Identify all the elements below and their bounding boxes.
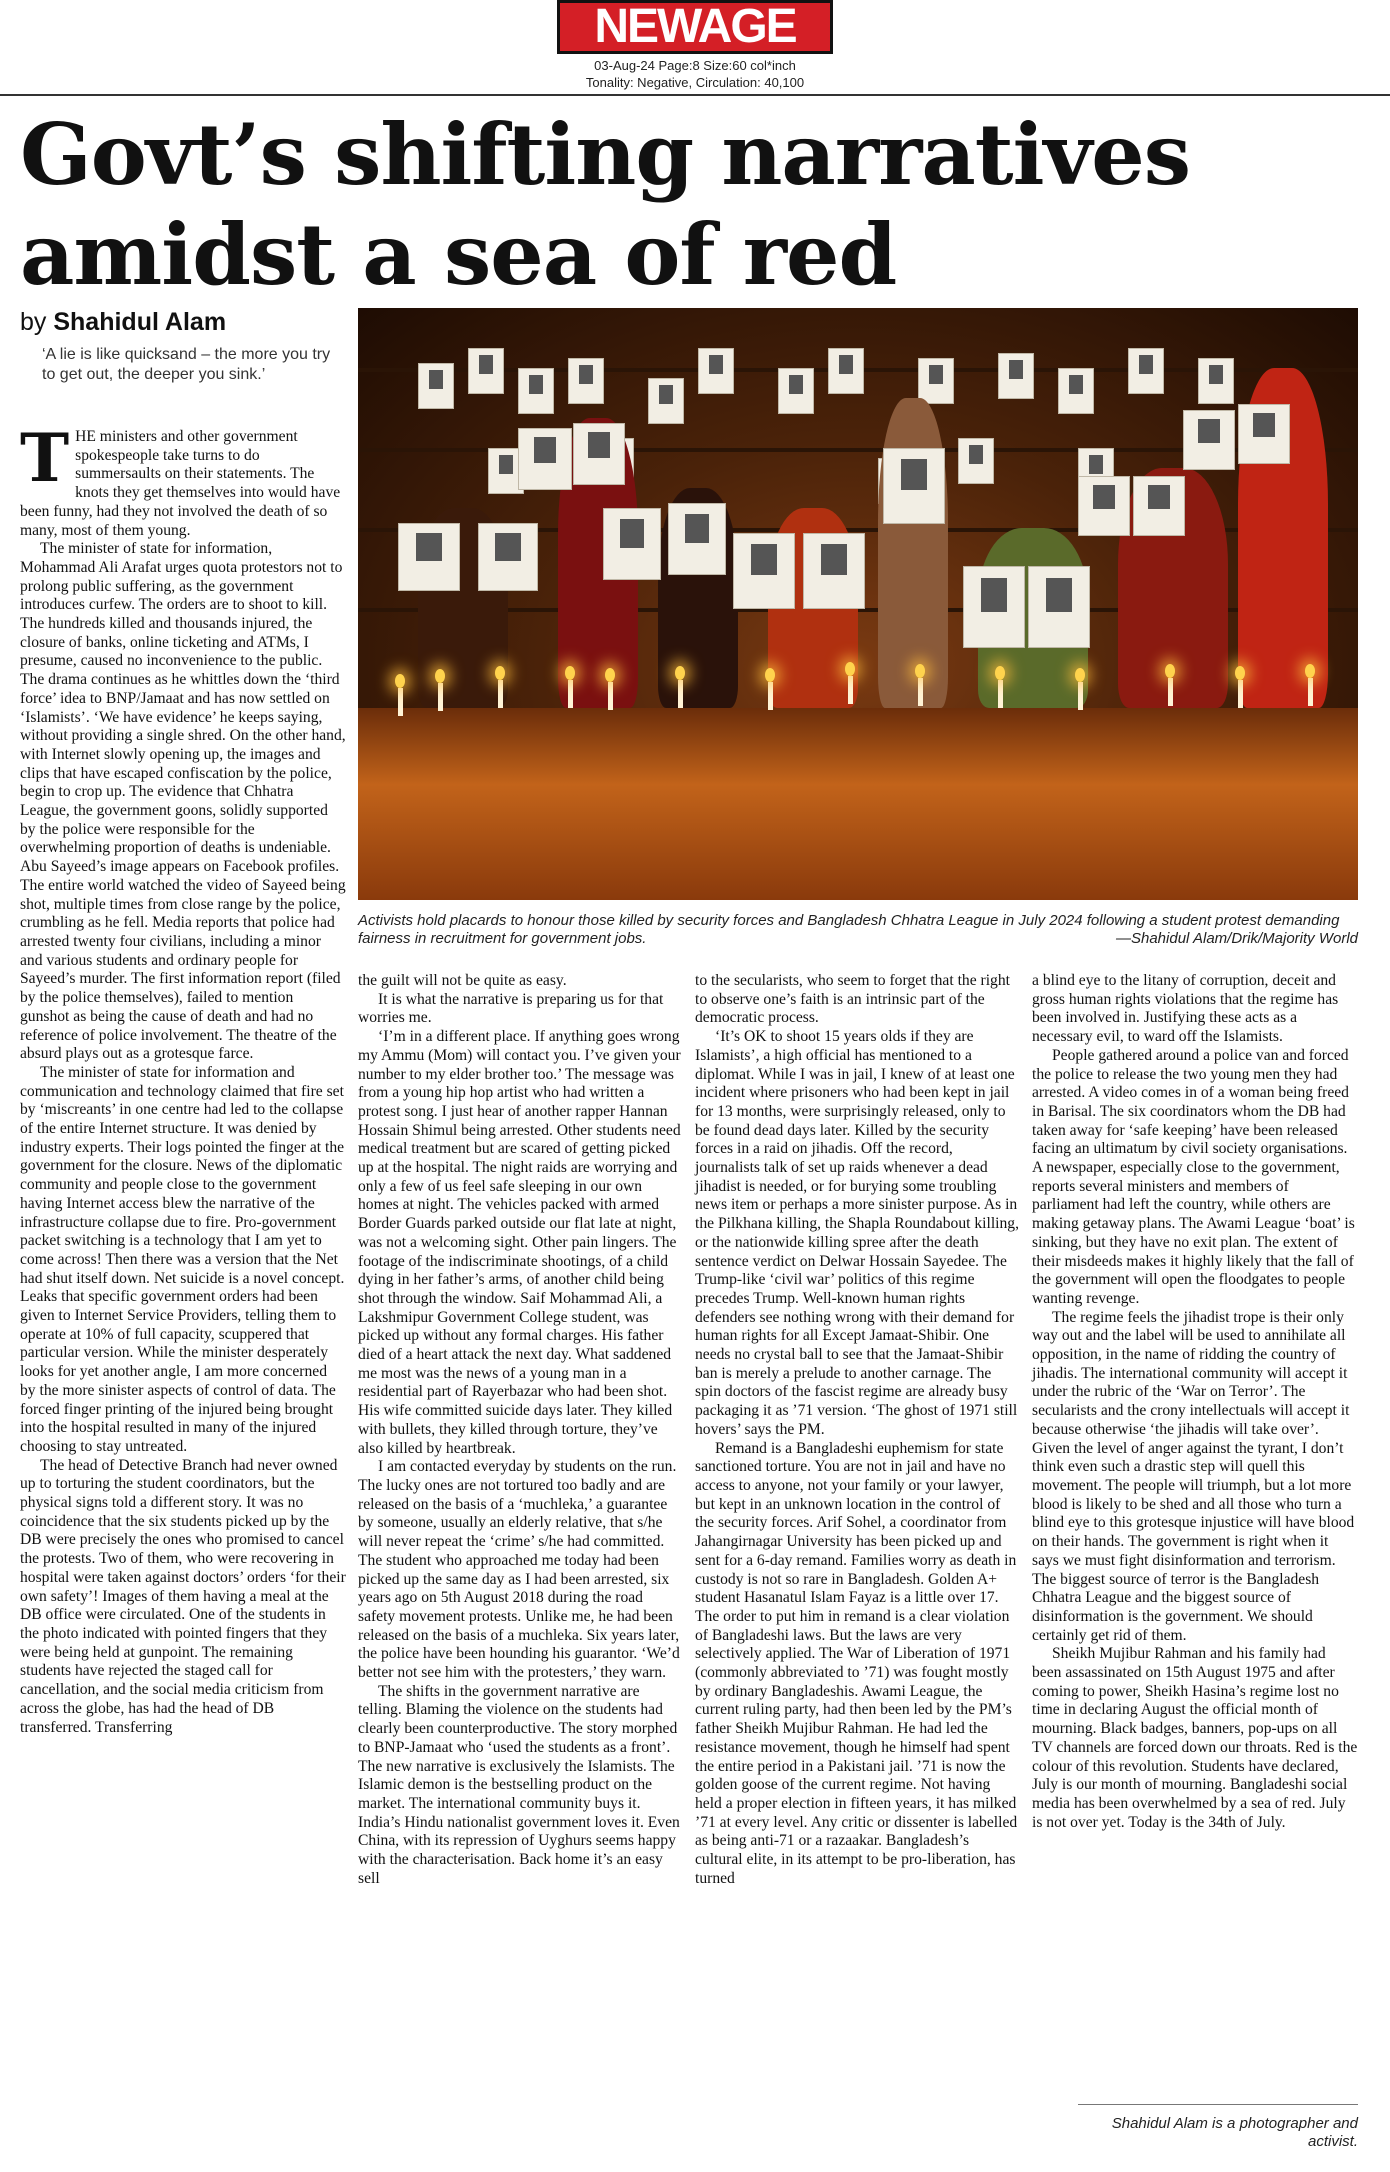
shelf-placard: [418, 363, 454, 409]
held-placard: [1133, 476, 1185, 536]
candle: [568, 680, 573, 708]
masthead-divider: [0, 94, 1390, 96]
newage-logo: NEWAGE: [557, 0, 833, 54]
headline-line-1: Govt’s shifting narratives: [20, 105, 1191, 204]
paragraph: The minister of state for information, Mohammad Ali Arafat urges quota protestors not to prolong public suffering, as the government introduces curfew. The orders are to shoot to kill. The hundreds killed and thousands injured, the closure of banks, online ticketing and ATMs, I presume, caused no inconvenience to the public. The drama continues as he whittles down the ‘third force’ idea to BNP/Jamaat and has now settled on ‘Islamists’. ‘We have evidence’ he keeps saying, without providing a single shred. On the other hand, with Internet slowly opening up, the images and clips that have escaped confiscation by the police, begin to crop up. The evidence that Chhatra League, the government goons, solidly supported by the police were responsible for the overwhelming proportion of deaths is undeniable. Abu Sayeed’s image appears on Facebook profiles. The entire world watched the video of Sayeed being shot, multiple times from close range by the police, crumbling as he fell. Media reports that police had arrested twenty four civilians, including a minor and various students and ordinary people for Sayeed’s murder. The first information report (filed by the police themselves), failed to mention gunshot as being the cause of death and had no reference of police involvement. The theatre of the absurd plays out as a grotesque farce.: [20, 540, 346, 1063]
held-placard: [733, 533, 795, 609]
candle: [1078, 682, 1083, 710]
candle-flame: [995, 666, 1005, 680]
held-placard: [1238, 404, 1290, 464]
article-column-3: [695, 972, 1020, 1888]
candle-flame: [675, 666, 685, 680]
shelf-placard: [568, 358, 604, 404]
byline-prefix: by: [20, 308, 47, 336]
candle: [848, 676, 853, 704]
article-column-2: [358, 972, 683, 1888]
paragraph: The regime feels the jihadist trope is their only way out and the label will be used to annihilate all opposition, in the name of ridding the country of jihadis. The international community will accept it under the rubric of the ‘War on Terror’. The secularists and the crony intellectuals will accept it because otherwise ‘the jihadis will take over’. Given the level of anger against the tyrant, I don’t think even such a drastic step will quell this movement. The people will triumph, but a lot more blood is likely to be shed and all those who turn a blind eye to this grotesque injustice will have blood on their hands. The government is right when it says we must fight disinformation and terrorism. The biggest source of terror is the Bangladesh Chhatra League and the biggest source of disinformation is the government. We should certainly get rid of them.: [1032, 1308, 1355, 1644]
candle-flame: [435, 669, 445, 683]
drop-cap: T: [20, 419, 70, 497]
shelf-placard: [648, 378, 684, 424]
candle: [1238, 680, 1243, 708]
candle: [438, 683, 443, 711]
held-placard: [1078, 476, 1130, 536]
paragraph: People gathered around a police van and forced the police to release the two young men they had arrested. A video comes in of a woman being freed in Barisal. The six coordinators whom the DB had taken away for ‘safe keeping’ have been released facing an ultimatum by civil society organisations. A newspaper, especially close to the government, reports several ministers and members of parliament had left the country, while others are making getaway plans. The Awami League ‘boat’ is sinking, but they have no exit plan. The extent of their misdeeds makes it highly likely that the fall of the government will open the floodgates to people wanting revenge.: [1032, 1046, 1355, 1307]
candle-flame: [915, 664, 925, 678]
candle: [768, 682, 773, 710]
held-placard: [963, 566, 1025, 648]
candle-flame: [605, 668, 615, 682]
paragraph: It is what the narrative is preparing us for that worries me.: [358, 990, 664, 1027]
candle: [608, 682, 613, 710]
candle-flame: [1305, 664, 1315, 678]
paragraph: the guilt will not be quite as easy.: [358, 972, 567, 989]
candle-flame: [765, 668, 775, 682]
candle: [918, 678, 923, 706]
candle: [678, 680, 683, 708]
held-placard: [1183, 410, 1235, 470]
candle: [398, 688, 403, 716]
photo-caption: Activists hold placards to honour those killed by security forces and Bangladesh Chhatra League in July 2024 following a student protest demanding fairness in recruitment for government jobs.: [358, 912, 1340, 947]
held-placard: [398, 523, 460, 591]
held-placard: [1028, 566, 1090, 648]
article-column-4: [1032, 972, 1358, 1832]
paragraph: I am contacted everyday by students on the run. The lucky ones are not tortured too badly and are released on the basis of a ‘muchleka,’ a guarantee by someone, usually an elderly relative, that s/he will never repeat the ‘crime’ s/he had committed. The student who approached me today had been picked up the same day as I had been arrested, six years ago on 5th August 2018 during the road safety movement protests. Unlike me, he had been released on the basis of a muchleka. Six years later, the police have been hounding his guarantor. ‘We’d better not see him with the protesters,’ they warn.: [358, 1458, 680, 1682]
paragraph: [20, 419, 346, 540]
held-placard: [883, 448, 945, 524]
held-placard: [478, 523, 538, 591]
paragraph: The head of Detective Branch had never owned up to torturing the student coordinators, but the physical signs told a different story. It was no coincidence that the six students picked up by the DB were precisely the ones who promised to cancel the protests. Two of them, who were recovering in hospital were taken against doctors’ orders ‘for their own safety’! Images of them having a meal at the DB office were circulated. One of the students in the photo indicated with pointed fingers that they were being held at gunpoint. The remaining students have rejected the staged call for cancellation, and the social media criticism from across the globe, has had the head of DB transferred. Transferring: [20, 1456, 346, 1736]
held-placard: [803, 533, 865, 609]
article-column-1: [20, 419, 346, 1737]
candle-flame: [495, 666, 505, 680]
held-placard: [603, 508, 661, 580]
shelf-placard: [698, 348, 734, 394]
article-photo: [358, 308, 1358, 900]
article-headline: [20, 105, 1360, 305]
shelf-placard: [778, 368, 814, 414]
candle-flame: [395, 674, 405, 688]
headline-line-2: amidst a sea of red: [20, 205, 897, 304]
candle-flame: [845, 662, 855, 676]
clipping-meta-tonality: Tonality: Negative, Circulation: 40,100: [585, 75, 805, 90]
shelf-placard: [518, 368, 554, 414]
paragraph: a blind eye to the litany of corruption, deceit and gross human rights violations that the regime has been involved in. Justifying these acts as a necessary evil, to ward off the Islamists.: [1032, 972, 1339, 1046]
candle: [498, 680, 503, 708]
author-bio: Shahidul Alam is a photographer and activist.: [1111, 2115, 1358, 2150]
candle-flame: [1165, 664, 1175, 678]
held-placard: [573, 423, 625, 485]
paragraph: ‘I’m in a different place. If anything goes wrong my Ammu (Mom) will contact you. I’ve given your number to my elder brother too.’ The message was from a young hip hop artist who had written a protest song. I just hear of another rapper Hannan Hossain Shimul being arrested. Other students need medical treatment but are scared of getting picked up at the hospital. The night raids are worrying and only a few of us feel safe sleeping in our own homes at night. The vehicles packed with armed Border Guards parked outside our flat late at night, was not a welcoming sight. Other pain lingers. The footage of the indiscriminate shootings, of a child dying in her father’s arms, of another child being shot through the window. Saif Mohammad Ali, a Lakshmipur Government College student, was picked up without any formal charges. His father died of a heart attack the next day. What saddened me most was the news of a young man in a residential part of Rayerbazar who had been shot. His wife committed suicide days later. They killed with bullets, they killed through torture, they’ve also killed by heartbreak.: [358, 1028, 681, 1457]
candle-flame: [1075, 668, 1085, 682]
shelf-placard: [468, 348, 504, 394]
byline: [20, 308, 226, 337]
candle: [1168, 678, 1173, 706]
author-name: Shahidul Alam: [53, 308, 227, 336]
candle: [998, 680, 1003, 708]
shelf-placard: [918, 358, 954, 404]
candle-flame: [565, 666, 575, 680]
shelf-placard: [1058, 368, 1094, 414]
paragraph: to the secularists, who seem to forget that the right to observe one’s faith is an intrinsic part of the democratic process.: [695, 972, 1010, 1027]
shelf-placard: [958, 438, 994, 484]
paragraph-text: HE ministers and other government spokespeople take turns to do summersaults on their statements. The knots they get themselves into would have been funny, had they not involved the death of so many, most of them young.: [20, 428, 341, 539]
paragraph: Remand is a Bangladeshi euphemism for state sanctioned torture. You are not in jail and have no access to anyone, not your family or your lawyer, but kept in an unknown location in the control of the security forces. Arif Sohel, a coordinator from Jahangirnagar University has been picked up and sent for a 6-day remand. Families worry as death in custody is not so rare in Bangladesh. Golden A+ student Hasanatul Islam Fayaz is a little over 17. The order to put him in remand is a clear violation of Bangladeshi laws. But the laws are very selectively applied. The War of Liberation of 1971 (commonly abbreviated to ’71) was fought mostly by ordinary Bangladeshis. Awami League, the current ruling party, had then been led by the PM’s father Sheikh Mujibur Rahman. He had led the resistance movement, though he himself had spent the entire period in a Pakistani jail. ’71 is now the golden goose of the current regime. Not having held a proper election in fifteen years, it has milked ’71 at every level. Any critic or dissenter is labelled as being anti-71 or a razaakar. Bangladesh’s cultural elite, in its attempt to be pro-liberation, has turned: [695, 1439, 1018, 1887]
shelf-placard: [998, 353, 1034, 399]
paragraph: The minister of state for information and communication and technology claimed that fire set by ‘miscreants’ in one centre had led to the collapse of the entire Internet structure. It was denied by industry experts. Their logs pointed the finger at the government for the closure. News of the diplomatic community and people close to the government having Internet access blew the narrative of the infrastructure collapse due to fire. Pro-government packet switching is a technology that I am yet to come across! Then there was a version that the Net had shut itself down. Net suicide is a novel concept. Leaks that specific government orders had been given to Internet Service Providers, telling them to operate at 10% of full capacity, scuppered that particular version. While the minister desperately looks for yet another angle, I am more concerned by the more sinister aspects of control of data. The forced finger printing of the injured being brought into the hospital resulted in many of the injured choosing to stay untreated.: [20, 1063, 345, 1455]
pull-quote: ‘A lie is like quicksand – the more you try to get out, the deeper you sink.’: [42, 346, 331, 383]
bio-divider: [1078, 2104, 1358, 2105]
shelf-placard: [828, 348, 864, 394]
shelf-placard: [1198, 358, 1234, 404]
paragraph: ‘It’s OK to shoot 15 years olds if they are Islamists’, a high official has mentioned to a diplomat. While I was in jail, I knew of at least one incident where prisoners who had been kept in jail for 13 months, were surprisingly released, only to be found dead days later. Killed by the security forces in a raid on jihadis. Off the record, journalists talk of set up raids whenever a dead jihadist is needed, or for burying some troubling news item or perhaps a more sinister purpose. As in the Pilkhana killing, the Shapla Roundabout killing, or the nationwide killing spree after the death sentence verdict on Delwar Hossain Sayedee. The Trump-like ‘civil war’ politics of this regime precedes Trump. Well-known human rights defenders see nothing wrong with their demand for human rights for all Except Jamaat-Shibir. One needs no crystal ball to see that the Jamaat-Shibir ban is merely a prelude to another carnage. The spin doctors of the fascist regime are already busy packaging it as ’71 version. ‘The ghost of 1971 still hovers’ says the PM.: [695, 1028, 1019, 1438]
candle-flame: [1235, 666, 1245, 680]
held-placard: [668, 503, 726, 575]
activist: [878, 398, 948, 708]
clipping-meta-date: 03-Aug-24 Page:8 Size:60 col*inch: [594, 58, 796, 73]
candle: [1308, 678, 1313, 706]
shelf-placard: [1128, 348, 1164, 394]
held-placard: [518, 428, 572, 490]
paragraph: The shifts in the government narrative are telling. Blaming the violence on the students had clearly been counterproductive. The story morphed to BNP-Jamaat who ‘used the students as a front’. The new narrative is exclusively the Islamists. The Islamic demon is the bestselling product on the market. The international community buys it. India’s Hindu nationalist government loves it. Even China, with its repression of Uyghurs seems happy with the characterisation. Back home it’s an easy sell: [358, 1682, 680, 1887]
floor-reflection: [358, 708, 1358, 900]
paragraph: Sheikh Mujibur Rahman and his family had been assassinated on 15th August 1975 and after coming to power, Sheikh Hasina’s regime lost no time in declaring August the official month of mourning. Black badges, banners, pop-ups on all TV channels are forced down our throats. Red is the colour of this revolution. Students have declared, July is our month of mourning. Bangladeshi social media has been overwhelmed by a sea of red. July is not over yet. Today is the 34th of July.: [1032, 1645, 1358, 1831]
photo-credit: —Shahidul Alam/Drik/Majority World: [1115, 930, 1358, 947]
